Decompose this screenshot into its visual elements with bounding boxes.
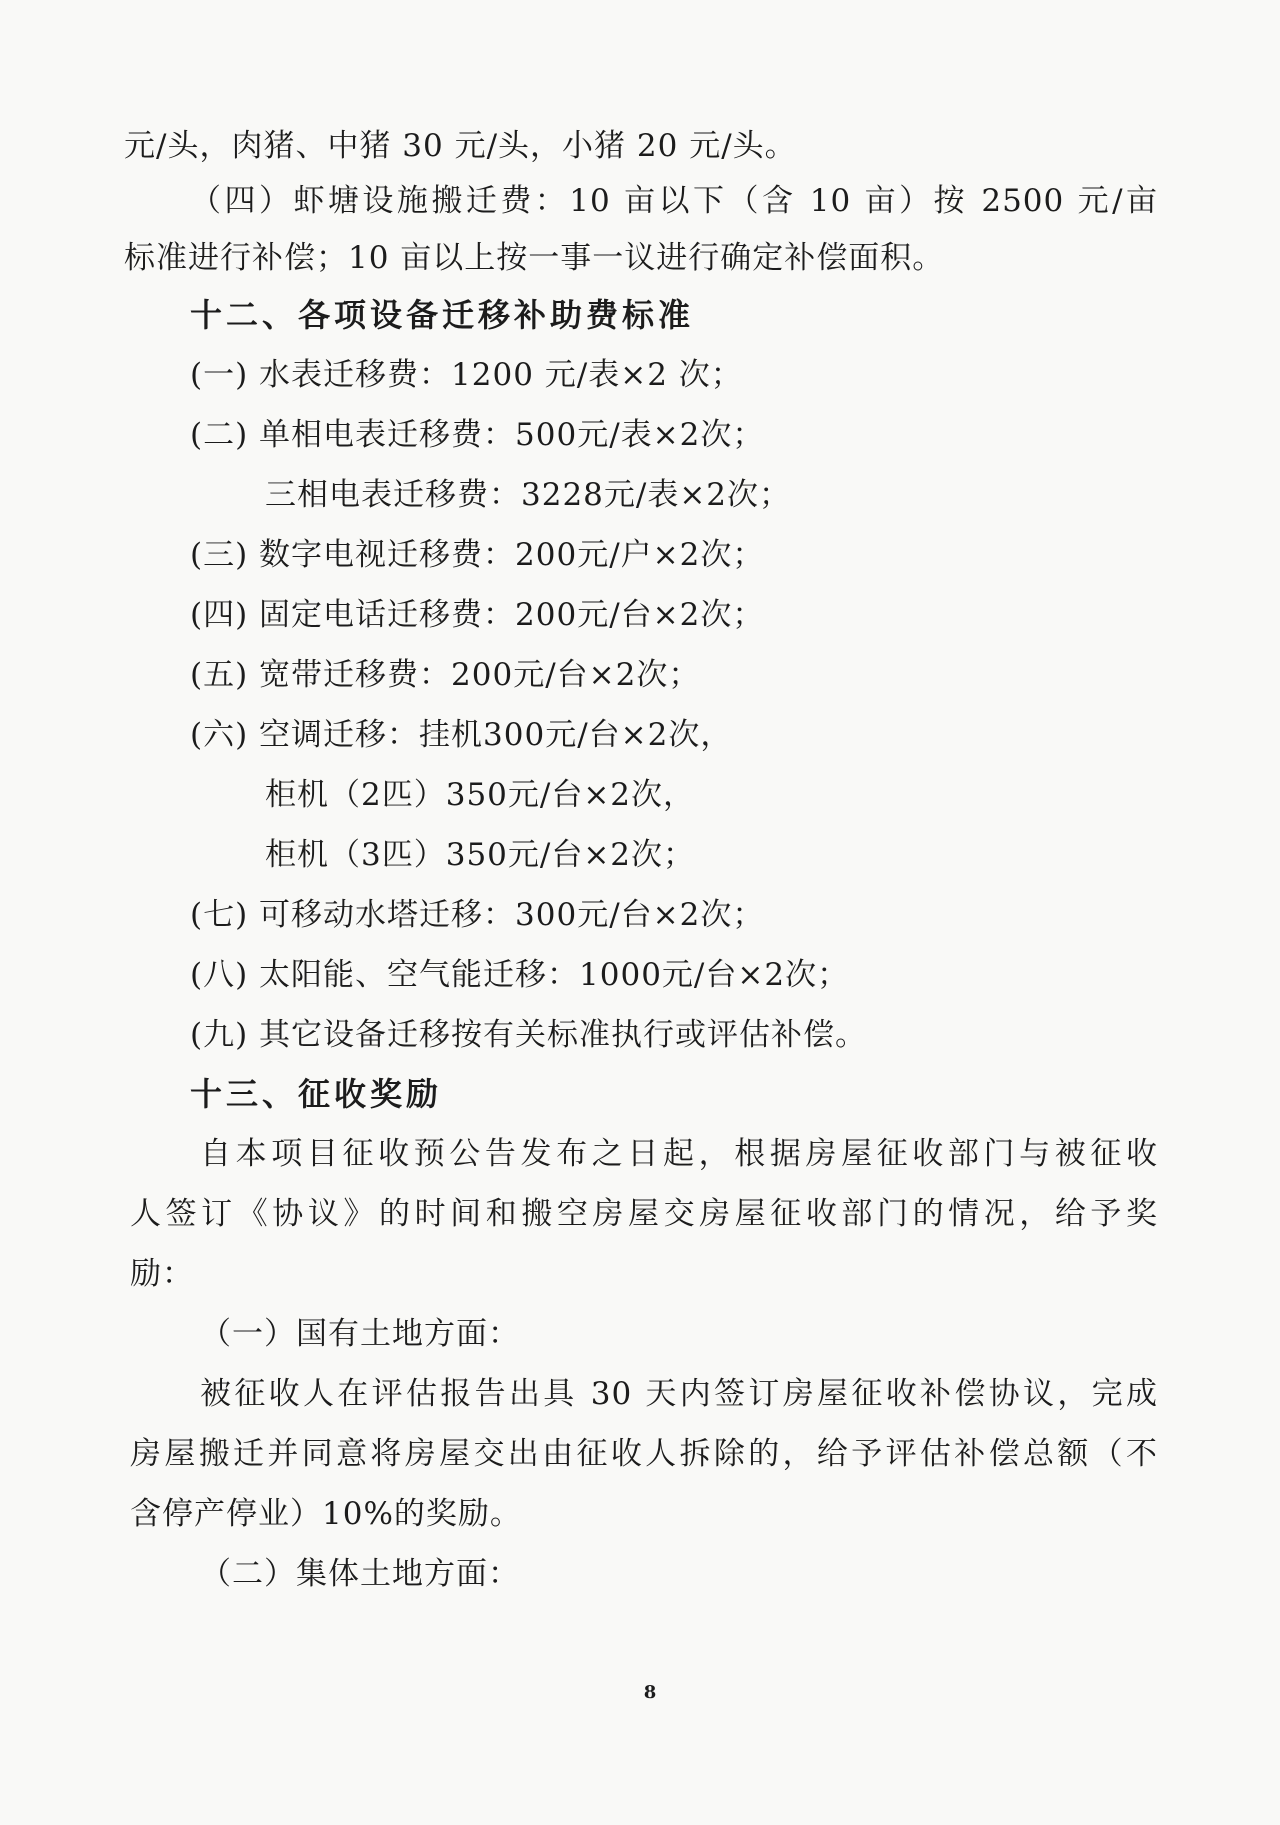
text-line: 自本项目征收预公告发布之日起，根据房屋征收部门与被征收 <box>200 1136 1158 1172</box>
list-item: 三相电表迁移费：3228元/表×2次； <box>265 477 792 513</box>
list-item: (五) 宽带迁移费：200元/台×2次； <box>190 657 701 693</box>
subsection-heading: （一）国有土地方面： <box>200 1316 520 1352</box>
text-line: 元/头，肉猪、中猪 30 元/头，小猪 20 元/头。 <box>124 128 797 164</box>
section-heading: 十三、征收奖励 <box>190 1075 443 1113</box>
subsection-heading: （二）集体土地方面： <box>200 1556 520 1592</box>
text-line: 含停产停业）10%的奖励。 <box>130 1496 522 1532</box>
text-line: 房屋搬迁并同意将房屋交出由征收人拆除的，给予评估补偿总额（不 <box>130 1436 1158 1472</box>
list-item: (一) 水表迁移费：1200 元/表×2 次； <box>190 357 743 393</box>
list-item: (九) 其它设备迁移按有关标准执行或评估补偿。 <box>190 1017 868 1053</box>
page-number: 8 <box>643 1682 657 1703</box>
list-item: 柜机（3匹）350元/台×2次； <box>265 837 696 873</box>
list-item: (四) 固定电话迁移费：200元/台×2次； <box>190 597 765 633</box>
list-item: 柜机（2匹）350元/台×2次， <box>265 777 696 813</box>
list-item: (三) 数字电视迁移费：200元/户×2次； <box>190 537 765 573</box>
list-item: (二) 单相电表迁移费：500元/表×2次； <box>190 417 765 453</box>
list-item: (六) 空调迁移：挂机300元/台×2次， <box>190 717 733 753</box>
list-item: (七) 可移动水塔迁移：300元/台×2次； <box>190 897 765 933</box>
text-line: 人签订《协议》的时间和搬空房屋交房屋征收部门的情况，给予奖 <box>130 1196 1158 1232</box>
section-heading: 十二、各项设备迁移补助费标准 <box>190 296 695 334</box>
list-item: (八) 太阳能、空气能迁移：1000元/台×2次； <box>190 957 850 993</box>
text-line: 被征收人在评估报告出具 30 天内签订房屋征收补偿协议，完成 <box>200 1376 1158 1412</box>
text-line: 标准进行补偿；10 亩以上按一事一议进行确定补偿面积。 <box>124 240 945 276</box>
text-line: 励： <box>130 1256 194 1292</box>
text-line: （四）虾塘设施搬迁费：10 亩以下（含 10 亩）按 2500 元/亩 <box>190 183 1158 219</box>
